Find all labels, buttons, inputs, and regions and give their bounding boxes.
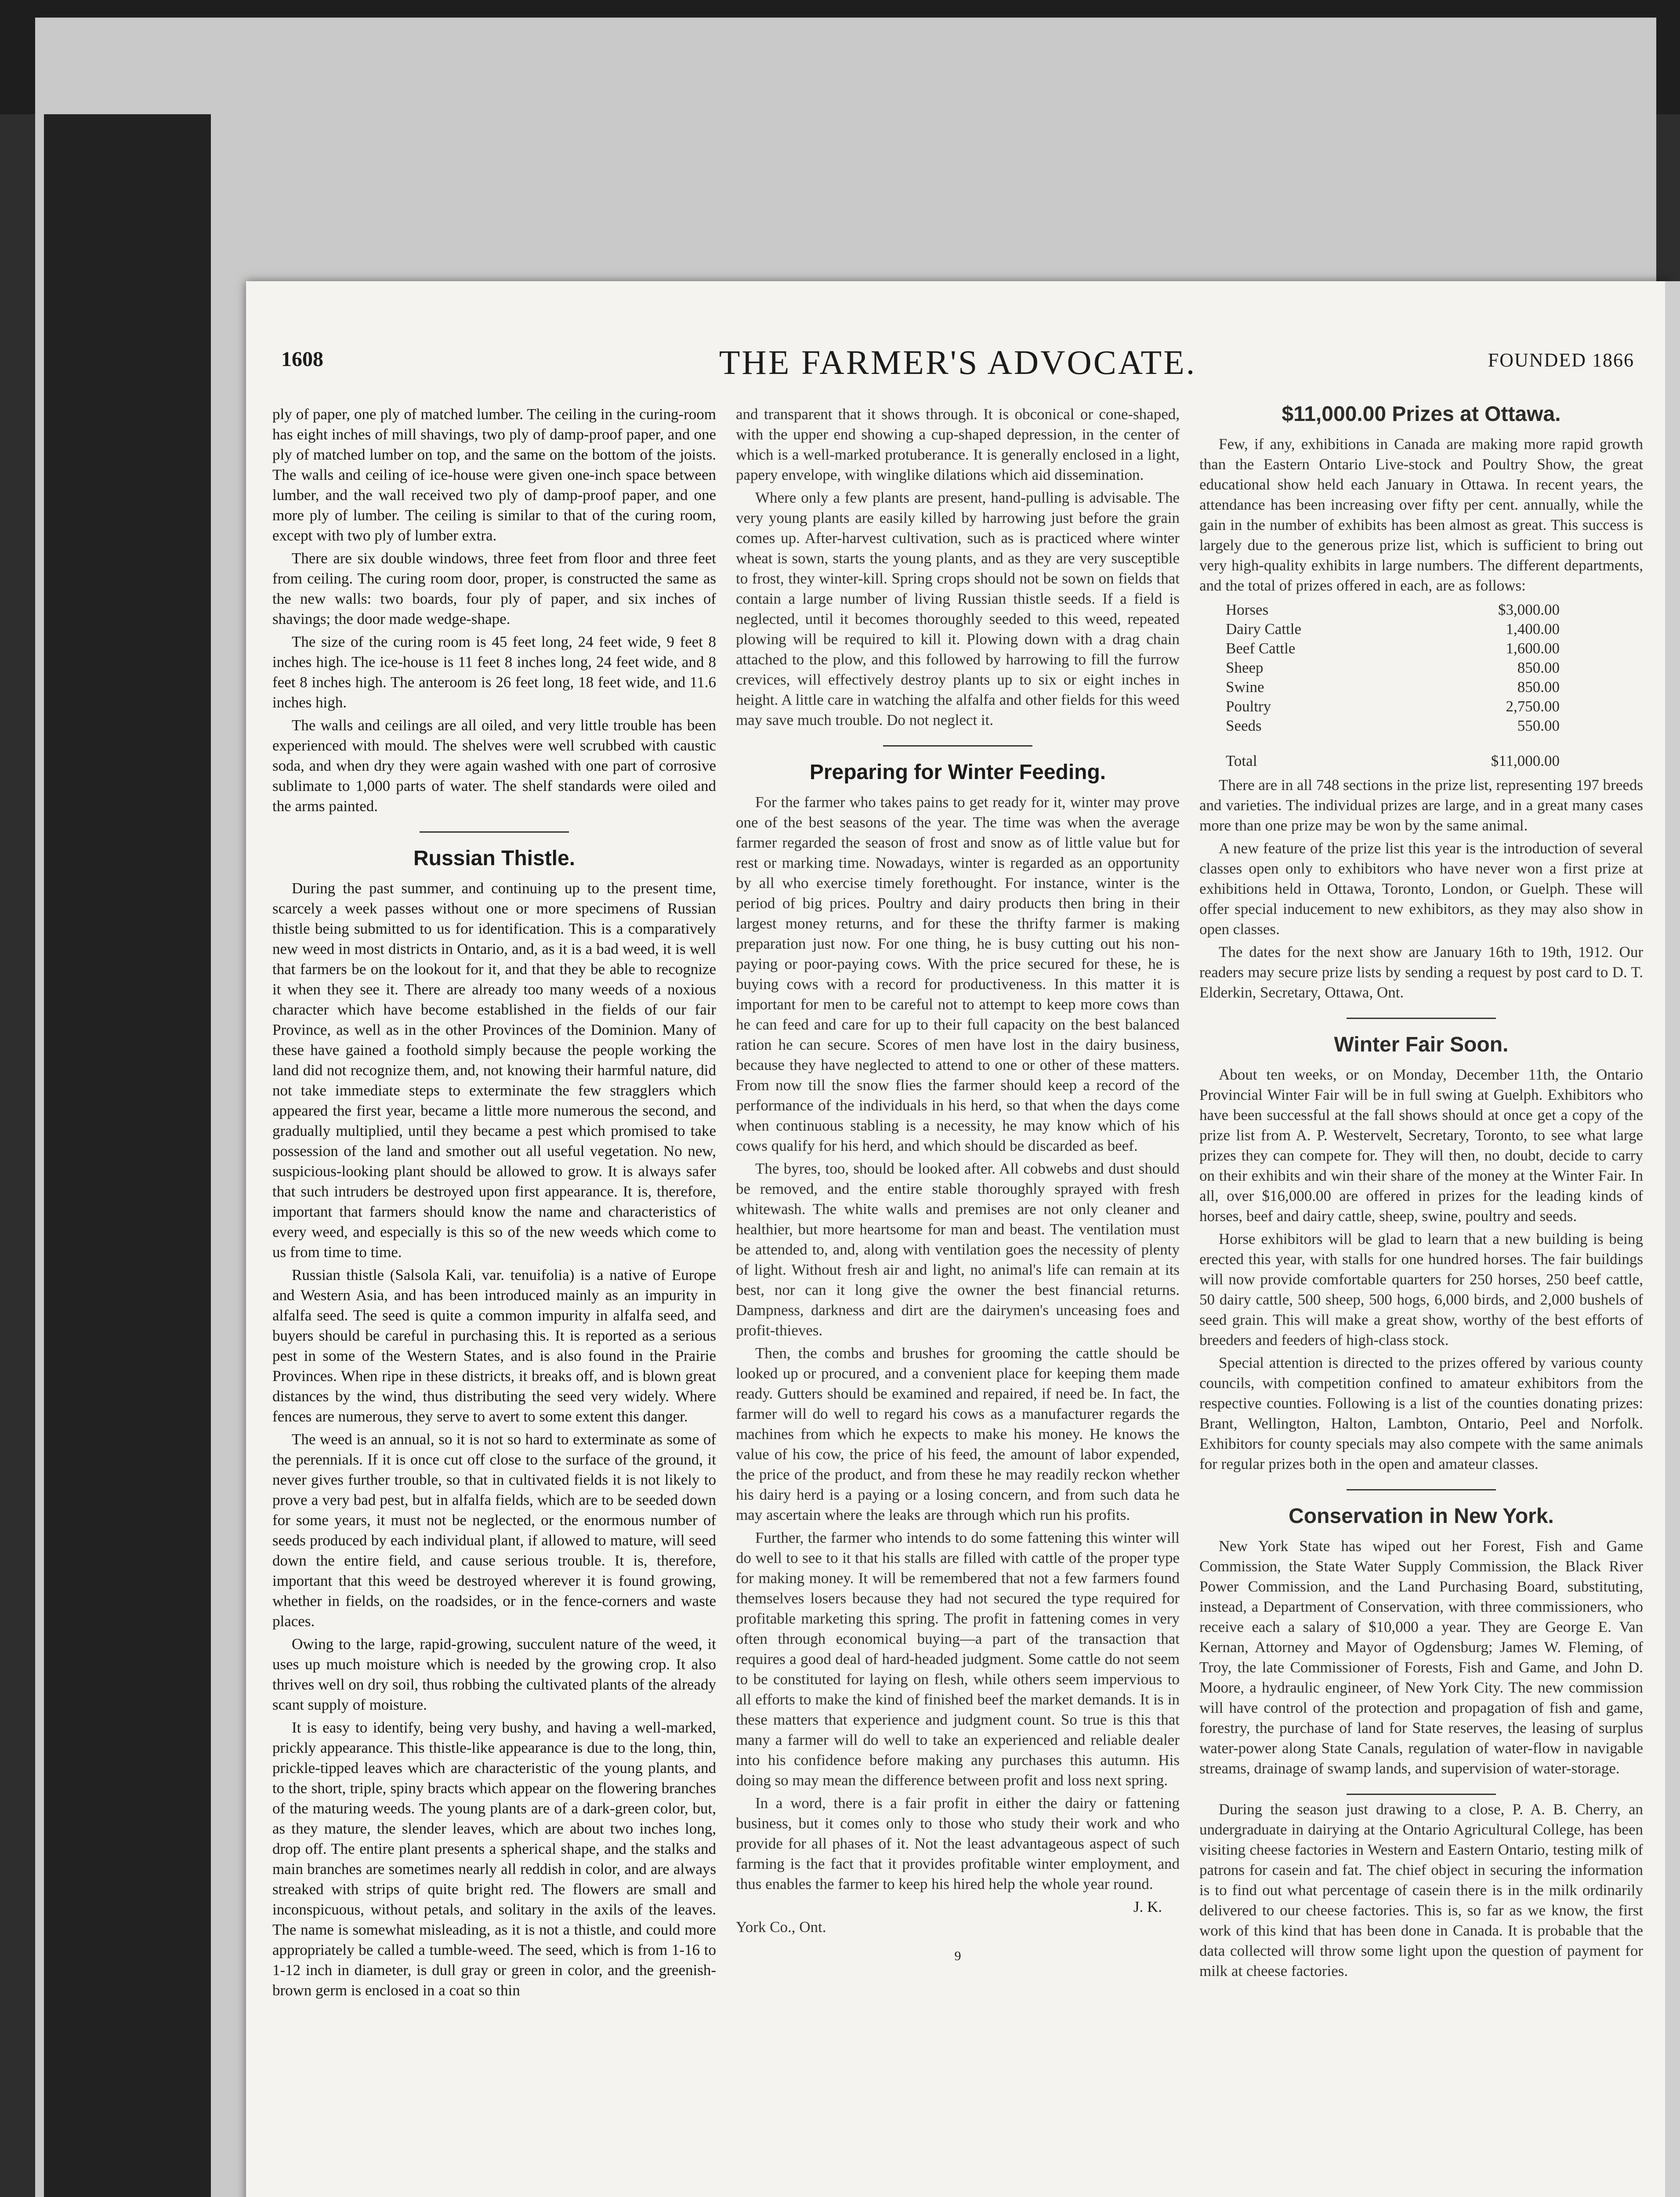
column-1 [272, 404, 716, 2003]
prize-total-label: Total [1226, 752, 1257, 769]
section-divider [1347, 1018, 1496, 1019]
microfilm-dark-strip [44, 114, 211, 2197]
article-heading-conservation: Conservation in New York. [1289, 1505, 1554, 1528]
prize-amount: 1,400.00 [1506, 620, 1560, 638]
prize-label: Swine [1226, 678, 1264, 696]
prize-amount: 1,600.00 [1506, 640, 1560, 657]
article-paragraph: The weed is an annual, so it is not so hard to exterminate as some of the perennials. If it is once cut off close to the surface of the ground, it never gives further trouble, so that in cultivated fields it is not likely to prove a very bad pest, but in alfalfa fields, which are to be seeded down for some years, it must not be neglected, or the enormous number of seeds produced by each individual plant, if allowed to mature, will seed down the entire field, and cause serious trouble. It is, therefore, important that this weed be destroyed wherever it is found growing, whether in fields, on the roadsides, or in the fence-corners and waste places. [272, 1431, 716, 1630]
article-paragraph: Owing to the large, rapid-growing, succulent nature of the weed, it uses up much moisture which is needed by the growing crop. It also thrives well on dry soil, thus robbing the cultivated plants of the already scant supply of moisture. [272, 1635, 716, 1713]
column-3 [1199, 404, 1643, 1984]
article-paragraph: Where only a few plants are present, hand-pulling is advisable. The very young plants are easily killed by harrowing just before the grain comes up. After-harvest cultivation, such as is practiced where winter wheat is sown, starts the young plants, and as they are very susceptible to frost, they winter-kill. Spring crops should not be sown on fields that contain a large number of living Russian thistle seeds. If a field is neglected, until it becomes thoroughly seeded to this weed, repeated plowing will be required to kill it. Plowing down with a drag chain attached to the plow, and this followed by harrowing to fill the furrow crevices, will effectively destroy plants up to six or eight inches in height. A little care in watching the alfalfa and other fields for this weed may save much trouble. Do not neglect it. [736, 489, 1180, 729]
prize-amount: 550.00 [1517, 717, 1560, 734]
article-heading-prizes-ottawa: $11,000.00 Prizes at Ottawa. [1282, 402, 1561, 426]
article-paragraph: There are in all 748 sections in the prize list, representing 197 breeds and varieties. The individual prizes are large, and in a great many cases more than one prize may be won by the same animal. [1199, 776, 1643, 834]
article-paragraph: Further, the farmer who intends to do some fattening this winter will do well to see to it that his stalls are filled with cattle of the proper type for making money. It will be remembered that not a few farmers found themselves losers because they had not secured the type required for profitable marketing this spring. The profit in fattening comes in very often through economical buying—a part of the transaction that requires a good deal of hard-headed judgment. Some cattle do not seem to be constituted for laying on flesh, while others seem impervious to all efforts to make the kind of finished beef the market demands. It is in these matters that experience and judgment count. So true is this that many a farmer will do well to take an experienced and reliable dealer into his confidence before making any purchases this autumn. His doing so may mean the difference between profit and loss next spring. [736, 1529, 1180, 1789]
prize-total-amount: $11,000.00 [1491, 752, 1560, 769]
prize-label: Horses [1226, 601, 1269, 618]
article-paragraph: For the farmer who takes pains to get ready for it, winter may prove one of the best seasons of the year. The time was when the average farmer regarded the season of frost and snow as of little value but for rest or marking time. Nowadays, winter is regarded as an opportunity by all who exercise timely forethought. For instance, winter is the period of big prices. Poultry and dairy products then bring in their largest money returns, and for these the thrifty farmer is making preparation just now. For one thing, he is busy cutting out his non-paying or poor-paying cows. With the price secured for these, he is buying cows with a record for productiveness. In this matter it is important for men to be careful not to attempt to keep more cows than he can feed and care for up to their full capacity on the best balanced ration he can secure. Scores of men have lost in the dairy business, because they have neglected to attend to one or other of these matters. From now till the snow flies the farmer should keep a record of the performance of the individuals in his herd, so that when the days come when continuous stabling is a necessity, he may know which of his cows qualify for his herd, and which should be discarded as beef. [736, 794, 1180, 1154]
prize-amount: 2,750.00 [1506, 698, 1560, 715]
article-paragraph: Special attention is directed to the prizes offered by various county councils, with competition confined to amateur exhibitors from the respective counties. Following is a list of the counties donating prizes: Brant, Wellington, Halton, Lambton, Ontario, Peel and Norfolk. Exhibitors for county specials may also compete with the same animals for regular prizes both in the open and amateur classes. [1199, 1354, 1643, 1472]
article-paragraph: It is easy to identify, being very bushy, and having a well-marked, prickly appearance. This thistle-like appearance is due to the long, thin, prickle-tipped leaves which are characteristic of the young plants, and to the short, triple, spiny bracts which appear on the flowering branches of the maturing weeds. The young plants are of a dark-green color, but, as they mature, the slender leaves, which are about two inches long, drop off. The entire plant presents a spherical shape, and the stalks and main branches are sometimes nearly all reddish in color, and are always streaked with strips of quite bright red. The flowers are small and inconspicuous, without petals, and solitary in the axils of the leaves. The name is somewhat misleading, as it is not a thistle, and could more appropriately be called a tumble-weed. The seed, which is from 1-16 to 1-12 inch in diameter, is dull gray or green in color, and the greenish-brown germ is enclosed in a coat so thin [272, 1719, 716, 1999]
article-paragraph: New York State has wiped out her Forest, Fish and Game Commission, the State Water Supply Commission, the Black River Power Commission, and the Land Purchasing Board, substituting, instead, a Department of Conservation, with three commissioners, who receive each a salary of $10,000 a year. They are George E. Van Kernan, Attorney and Mayor of Ogdensburg; James W. Fleming, of Troy, the late Commissioner of Forests, Fish and Game, and John D. Moore, a hydraulic engineer, of New York City. The new commission will have control of the protection and propagation of fish and game, forestry, the purchase of land for State reserves, the leasing of surplus water-power along State Canals, regulation of water-flow in navigable streams, drainage of swamp lands, and supervision of water-storage. [1199, 1537, 1643, 1777]
prize-amount: 850.00 [1517, 678, 1560, 696]
prize-label: Seeds [1226, 717, 1262, 734]
prize-label: Beef Cattle [1226, 640, 1296, 657]
newspaper-page [246, 281, 1669, 2197]
prize-amount: $3,000.00 [1498, 601, 1560, 618]
foot-mark: 9 [954, 1949, 961, 1963]
curing-room-paragraph: ply of paper, one ply of matched lumber. The ceiling in the curing-room has eight inches of mill shavings, two ply of damp-proof paper, and one ply of matched lumber on top, and the same on the bottom of the joists. The walls and ceiling of ice-house were given one-inch space between lumber, and the wall received two ply of damp-proof paper, and one more ply of lumber. The ceiling is similar to that of the curing room, except with two ply of lumber extra. [272, 406, 716, 544]
prize-row [1226, 678, 1560, 697]
prize-row [1226, 716, 1560, 736]
article-paragraph: Russian thistle (Salsola Kali, var. tenuifolia) is a native of Europe and Western Asia, and has been introduced mainly as an impurity in alfalfa seed. The seed is quite a common impurity in alfalfa seed, and buyers should be careful in purchasing this. It is reported as a serious pest in some of the Western States, and is also found in the Prairie Provinces. When ripe in these districts, it breaks off, and is blown great distances by the wind, thus distributing the seed very widely. Where fences are numerous, they serve to avert to some extent this danger. [272, 1266, 716, 1425]
prize-row [1226, 697, 1560, 716]
article-signature: J. K. [1133, 1898, 1162, 1915]
section-divider [420, 831, 569, 833]
article-paragraph: About ten weeks, or on Monday, December 11th, the Ontario Provincial Winter Fair will be in full swing at Guelph. Exhibitors who have been successful at the fall shows should at once get a copy of the prize list from A. P. Westervelt, Secretary, Toronto, to see what large prizes they can compete for. They will then, no doubt, decide to carry on their exhibits and win their share of the money at the Winter Fair. In all, over $16,000.00 are offered in prizes for the leading kinds of horses, beef and dairy cattle, sheep, swine, poultry and seeds. [1199, 1066, 1643, 1225]
section-divider [1347, 1489, 1496, 1490]
prize-row [1226, 658, 1560, 678]
prize-amount: 850.00 [1517, 659, 1560, 676]
article-heading-winter-fair: Winter Fair Soon. [1334, 1033, 1509, 1056]
prize-label: Sheep [1226, 659, 1264, 676]
article-paragraph: Horse exhibitors will be glad to learn that a new building is being erected this year, with stalls for one hundred horses. The fair buildings will now provide comfortable quarters for 250 horses, 250 beef cattle, 50 dairy cattle, 500 sheep, 500 hogs, 6,000 birds, and 2,000 bushels of seed grain. This will make a great show, worthy of the best efforts of breeders and feeders of high-class stock. [1199, 1230, 1643, 1349]
prize-table [1226, 600, 1560, 771]
prize-row [1226, 600, 1560, 620]
prize-total-row [1226, 736, 1560, 771]
prize-row [1226, 620, 1560, 639]
prize-row [1226, 639, 1560, 658]
page-number: 1608 [281, 348, 323, 371]
size-paragraph: The size of the curing room is 45 feet long, 24 feet wide, 9 feet 8 inches high. The ice-house is 11 feet 8 inches long, 24 feet wide, and 8 feet 8 inches high. The anteroom is 26 feet long, 18 feet wide, and 11.6 inches high. [272, 633, 716, 711]
article-place: York Co., Ont. [736, 1918, 826, 1936]
section-divider [1347, 1794, 1496, 1795]
article-heading-winter-feeding: Preparing for Winter Feeding. [809, 761, 1106, 784]
article-paragraph: and transparent that it shows through. It is obconical or cone-shaped, with the upper end showing a cup-shaped depression, in the center of which is a well-marked protuberance. It is generally enclosed in a light, papery envelope, with winglike dilations which aid dissemination. [736, 406, 1180, 483]
masthead-title: THE FARMER'S ADVOCATE. [719, 343, 1197, 381]
windows-paragraph: There are six double windows, three feet from floor and three feet from ceiling. The curing room door, proper, is constructed the same as the new walls: two boards, four ply of paper, and six inches of shavings; the door made wedge-shape. [272, 550, 716, 627]
article-paragraph: The dates for the next show are January 16th to 19th, 1912. Our readers may secure prize lists by sending a request by post card to D. T. Elderkin, Secretary, Ottawa, Ont. [1199, 943, 1643, 1001]
microfilm-right-edge [1665, 281, 1680, 2197]
walls-paragraph: The walls and ceilings are all oiled, and very little trouble has been experienced with mould. The shelves were well scrubbed with caustic soda, and when dry they were again washed with one part of corrosive sublimate to 1,000 parts of water. The shelf standards were oiled and the arms painted. [272, 717, 716, 815]
prize-label: Poultry [1226, 698, 1271, 715]
article-paragraph: Few, if any, exhibitions in Canada are making more rapid growth than the Eastern Ontario Live-stock and Poultry Show, the great educational show held each January in Ottawa. In recent years, the attendance has been increasing over fifty per cent. annually, while the gain in the number of exhibits has been almost as great. This success is largely due to the generous prize list, which is sufficient to bring out very high-quality exhibits in large numbers. The different departments, and the total of prizes offered in each, are as follows: [1199, 435, 1643, 594]
article-paragraph: Then, the combs and brushes for grooming the cattle should be looked up or procured, and a convenient place for keeping them made ready. Gutters should be examined and repaired, if need be. In fact, the farmer will do well to regard his cows as a manufacturer regards the machines from which he expects to make his money. He knows the value of his cow, the price of his feed, the amount of labor expended, the price of the product, and from these he may readily reckon whether his dairy herd is a paying or a losing concern, and from such data he may ascertain where the leaks are through which run his profits. [736, 1345, 1180, 1523]
article-paragraph: During the past summer, and continuing up to the present time, scarcely a week passes without one or more specimens of Russian thistle being submitted to us for identification. This is a comparatively new weed in most districts in Ontario, and, as it is a bad weed, it is well that farmers be on the lookout for it, and that they be able to recognize it when they see it. There are already too many weeds of a noxious character which have become established in the fields of our fair Province, as well as in the other Provinces of the Dominion. Many of these have gained a foothold simply because the people working the land did not recognize them, and, not knowing their harmful nature, did not take immediate steps to exterminate the few stragglers which appeared the first year, became a little more numerous the second, and gradually multiplied, until they became a pest which promised to take possession of the land and smother out all useful vegetation. No new, suspicious-looking plant should be allowed to grow. It is always safer that such intruders be destroyed upon first appearance. It is, therefore, important that farmers should know the name and characteristics of every weed, and especially is this so of the new weeds which come to us from time to time. [272, 880, 716, 1261]
article-paragraph: During the season just drawing to a close, P. A. B. Cherry, an undergraduate in dairying at the Ontario Agricultural College, has been visiting cheese factories in Western and Eastern Ontario, testing milk of patrons for casein and fat. The chief object in securing the information is to find out what percentage of casein there is in the milk ordinarily delivered to our cheese factories. This is, so far as we know, the first work of this kind that has been done in Canada. It is probable that the data collected will throw some light upon the question of payment for milk at cheese factories. [1199, 1801, 1643, 1979]
article-paragraph: A new feature of the prize list this year is the introduction of several classes open only to exhibitors who have never won a first prize at exhibitions held in Ottawa, Toronto, London, or Guelph. These will offer special inducement to new exhibitors, as they may also show in open classes. [1199, 840, 1643, 938]
page-header [281, 343, 1634, 391]
article-paragraph: The byres, too, should be looked after. All cobwebs and dust should be removed, and the entire stable thoroughly sprayed with fresh whitewash. The white walls and premises are not only cleaner and healthier, but more heartsome for man and beast. The ventilation must be attended to, and, along with ventilation goes the necessity of plenty of light. Without fresh air and light, no animal's life can remain at its best, nor can it long give the owner the best financial returns. Dampness, darkness and dirt are the dairymen's unceasing foes and profit-thieves. [736, 1160, 1180, 1339]
article-heading-russian-thistle: Russian Thistle. [413, 847, 576, 870]
founded-year: FOUNDED 1866 [1488, 349, 1634, 371]
prize-label: Dairy Cattle [1226, 620, 1302, 638]
section-divider [883, 745, 1032, 747]
article-paragraph: In a word, there is a fair profit in either the dairy or fattening business, but it comes only to those who study their work and who provide for all phases of it. Not the least advantageous aspect of such farming is the fact that it provides profitable winter employment, and thus enables the farmer to keep his hired help the whole year round. [736, 1795, 1180, 1892]
column-2 [736, 404, 1180, 1966]
